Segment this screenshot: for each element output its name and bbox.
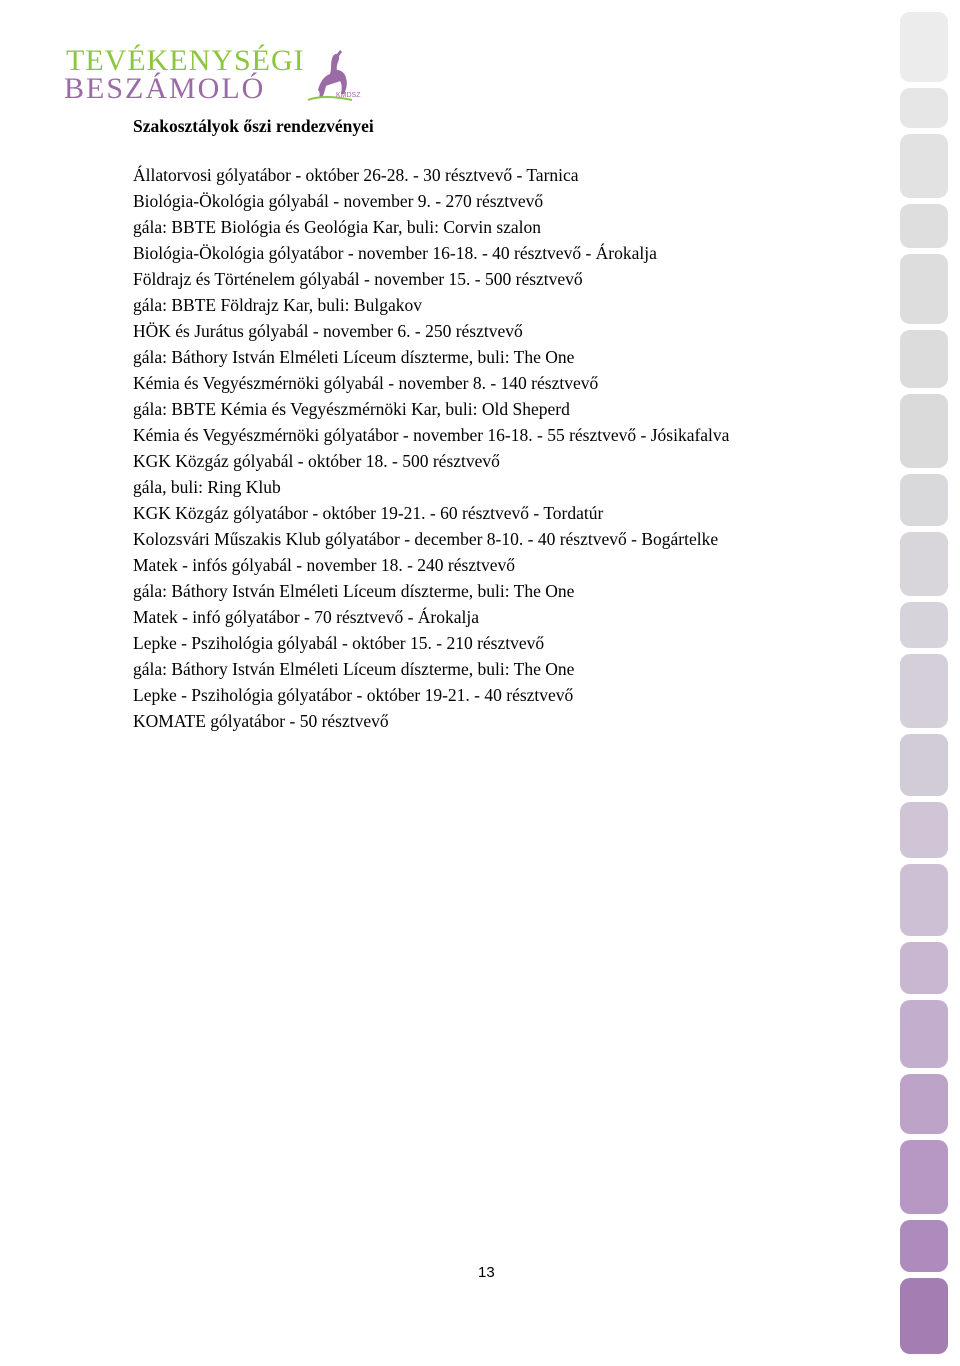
logo-title-line2: BESZÁMOLÓ <box>64 72 266 105</box>
event-line: gála: Báthory István Elméleti Líceum díszterme, buli: The One <box>133 659 575 679</box>
page-number: 13 <box>478 1264 495 1281</box>
section-heading: Szakosztályok őszi rendezvényei <box>133 116 374 136</box>
event-line: Földrajz és Történelem gólyabál - november 15. - 500 résztvevő <box>133 269 583 289</box>
event-list <box>133 162 729 734</box>
event-line: Állatorvosi gólyatábor - október 26-28. - 30 résztvevő - Tarnica <box>133 165 579 185</box>
side-decoration <box>894 0 960 1366</box>
event-line: Kémia és Vegyészmérnöki gólyabál - november 8. - 140 résztvevő <box>133 373 599 393</box>
side-tile <box>900 12 948 82</box>
side-tile <box>900 88 948 128</box>
event-line: Matek - infó gólyatábor - 70 résztvevő - Árokalja <box>133 607 479 627</box>
side-tile <box>900 734 948 796</box>
side-tile <box>900 330 948 388</box>
side-tile <box>900 134 948 198</box>
event-line: gála: BBTE Biológia és Geológia Kar, buli: Corvin szalon <box>133 217 542 237</box>
side-tile <box>900 532 948 596</box>
side-tile <box>900 1000 948 1068</box>
side-tile <box>900 802 948 858</box>
side-tile <box>900 474 948 526</box>
event-line: gála: Báthory István Elméleti Líceum díszterme, buli: The One <box>133 347 575 367</box>
event-line: KGK Közgáz gólyabál - október 18. - 500 résztvevő <box>133 451 500 471</box>
event-line: Matek - infós gólyabál - november 18. - 240 résztvevő <box>133 555 515 575</box>
event-line: HÖK és Jurátus gólyabál - november 6. - 250 résztvevő <box>133 321 523 341</box>
side-tile <box>900 654 948 728</box>
side-tile <box>900 1074 948 1134</box>
event-line: gála: BBTE Kémia és Vegyészmérnöki Kar, buli: Old Sheperd <box>133 399 570 419</box>
event-line: Kolozsvári Műszakis Klub gólyatábor - december 8-10. - 40 résztvevő - Bogártelke <box>133 529 719 549</box>
side-tile <box>900 394 948 468</box>
logo-emblem-label: KMDSZ <box>336 92 361 99</box>
event-line: Biológia-Ökológia gólyabál - november 9. - 270 résztvevő <box>133 191 544 211</box>
event-line: gála: Báthory István Elméleti Líceum díszterme, buli: The One <box>133 581 575 601</box>
event-line: Kémia és Vegyészmérnöki gólyatábor - november 16-18. - 55 résztvevő - Jósikafalva <box>133 425 730 445</box>
side-tile <box>900 864 948 936</box>
side-tile <box>900 1140 948 1214</box>
event-line: Biológia-Ökológia gólyatábor - november 16-18. - 40 résztvevő - Árokalja <box>133 243 657 263</box>
logo-title-line1: TEVÉKENYSÉGI <box>66 44 305 77</box>
event-line: gála: BBTE Földrajz Kar, buli: Bulgakov <box>133 295 422 315</box>
event-line: KOMATE gólyatábor - 50 résztvevő <box>133 711 389 731</box>
side-tile <box>900 204 948 248</box>
side-tile <box>900 602 948 648</box>
side-tile <box>900 1278 948 1354</box>
side-tile <box>900 942 948 994</box>
event-line: Lepke - Pszihológia gólyabál - október 15. - 210 résztvevő <box>133 633 545 653</box>
side-tile <box>900 254 948 324</box>
event-line: gála, buli: Ring Klub <box>133 477 281 497</box>
side-tile <box>900 1220 948 1272</box>
report-logo <box>64 44 364 106</box>
event-line: KGK Közgáz gólyatábor - október 19-21. - 60 résztvevő - Tordatúr <box>133 503 604 523</box>
event-line: Lepke - Pszihológia gólyatábor - október 19-21. - 40 résztvevő <box>133 685 574 705</box>
